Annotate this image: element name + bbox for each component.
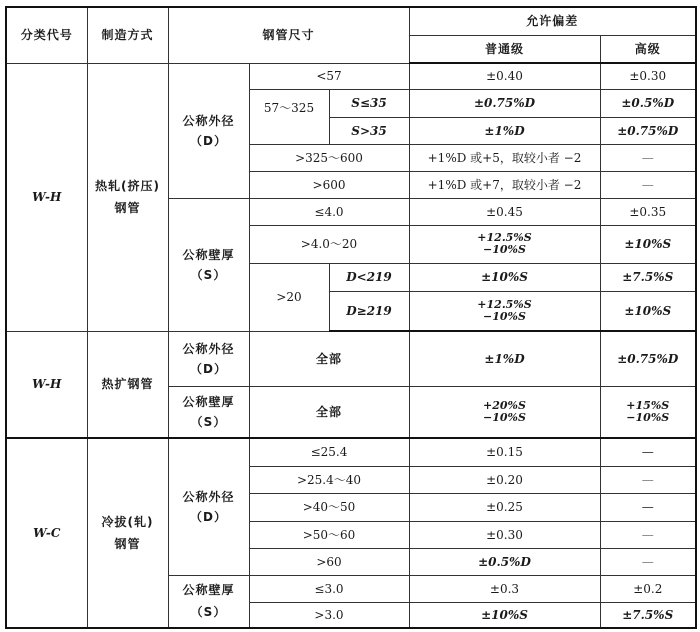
high-cell (600, 291, 696, 331)
high-value: ±10%S (624, 237, 672, 251)
normal-cell (409, 548, 600, 575)
high-value: — (641, 177, 654, 192)
size-value: >60 (316, 554, 342, 569)
high-cell (600, 386, 696, 438)
normal-value: ±0.40 (486, 69, 523, 84)
size-cell (249, 263, 329, 331)
class-code: W-H (32, 190, 62, 204)
group-label-cell (168, 198, 249, 331)
group-label-cell (168, 331, 249, 386)
high-value: ±0.2 (633, 581, 663, 596)
header-high-label: 高级 (634, 41, 661, 56)
high-plus-value: +15%S (626, 398, 670, 412)
normal-cell (409, 198, 600, 225)
high-cell (600, 171, 696, 198)
normal-cell (409, 63, 600, 89)
size-value: >25.4～40 (296, 472, 362, 487)
sub-size-value: S>35 (351, 123, 387, 138)
group-label-line1: 公称外径 (182, 341, 235, 356)
normal-cell (409, 466, 600, 493)
high-value: ±7.5%S (622, 270, 674, 284)
sub-size-cell (329, 263, 409, 291)
high-cell (600, 89, 696, 117)
size-cell (249, 63, 409, 89)
normal-value: ±0.30 (486, 527, 523, 542)
high-value: ±10%S (624, 303, 672, 318)
high-cell (600, 63, 696, 89)
size-cell (249, 575, 409, 602)
header-size-label: 钢管尺寸 (262, 28, 315, 43)
normal-value: ±0.20 (486, 472, 523, 487)
group-label-line1: 公称外径 (182, 489, 235, 504)
group-label-line2: （D） (190, 133, 227, 148)
size-value: >40～50 (302, 500, 356, 514)
normal-cell (409, 117, 600, 144)
normal-cell (409, 225, 600, 263)
size-cell (249, 521, 409, 548)
normal-minus-value: −10%S (483, 410, 526, 424)
table-row (6, 438, 696, 466)
header-method-label: 制造方式 (101, 28, 154, 43)
high-value: ±0.75%D (617, 351, 679, 366)
high-cell (600, 602, 696, 628)
method-line2: 钢管 (114, 201, 141, 215)
normal-cell (409, 438, 600, 466)
sub-size-value: D≥219 (346, 303, 392, 318)
tolerance-table (5, 6, 697, 629)
normal-value: ±0.3 (489, 581, 520, 596)
sub-size-cell (329, 117, 409, 144)
size-value: <57 (316, 69, 342, 83)
normal-value: ±0.25 (486, 500, 523, 514)
normal-plus-value: +12.5%S (477, 297, 532, 311)
high-value: — (641, 500, 654, 514)
high-cell (600, 466, 696, 493)
size-value: ≤4.0 (314, 204, 344, 219)
high-cell (600, 263, 696, 291)
size-cell (249, 198, 409, 225)
header-method (87, 7, 168, 63)
method-line1: 热轧(挤压) (95, 179, 160, 193)
group-label-cell (168, 63, 249, 198)
method-line1: 冷拔(轧) (101, 515, 154, 529)
high-value: ±0.35 (629, 204, 667, 219)
normal-value: +1%D 或+7，取较小者 −2 (427, 177, 582, 192)
normal-cell (409, 575, 600, 602)
high-cell (600, 117, 696, 144)
table-row (6, 63, 696, 89)
group-label-line2: （S） (190, 267, 227, 282)
high-minus-value: −10%S (626, 410, 670, 424)
normal-minus-value: −10%S (483, 309, 526, 323)
normal-value: ±10%S (481, 607, 528, 622)
high-cell (600, 144, 696, 171)
group-label-cell (168, 438, 249, 575)
size-value: >325～600 (295, 150, 363, 165)
high-value: ±7.5%S (622, 607, 674, 622)
size-cell (249, 225, 409, 263)
normal-value: ±0.5%D (478, 554, 531, 569)
class-code: W-H (32, 377, 62, 392)
group-label-cell (168, 386, 249, 438)
size-value: >50～60 (302, 527, 356, 542)
normal-cell (409, 144, 600, 171)
high-value: — (641, 445, 654, 460)
high-cell (600, 198, 696, 225)
size-value: 全部 (315, 351, 342, 366)
size-value: >20 (276, 290, 302, 304)
high-cell (600, 493, 696, 521)
high-cell (600, 225, 696, 263)
group-label-line2: （S） (190, 414, 227, 429)
sub-size-cell (329, 89, 409, 117)
size-cell (249, 171, 409, 198)
sub-size-value: S≤35 (351, 96, 387, 110)
normal-cell (409, 331, 600, 386)
group-label-line1: 公称壁厚 (182, 583, 235, 598)
normal-cell (409, 291, 600, 331)
high-cell (600, 331, 696, 386)
size-value: >600 (312, 177, 346, 192)
normal-cell (409, 171, 600, 198)
header-high (600, 35, 696, 63)
size-cell (249, 144, 409, 171)
size-cell (249, 89, 329, 144)
size-cell (249, 386, 409, 438)
size-cell (249, 438, 409, 466)
normal-cell (409, 263, 600, 291)
group-label-line2: （D） (190, 509, 227, 524)
group-label-cell (168, 575, 249, 628)
normal-plus-value: +12.5%S (477, 231, 532, 244)
group-label-line1: 公称壁厚 (182, 394, 235, 409)
normal-value: ±0.75%D (473, 96, 536, 110)
size-value: 57～325 (263, 100, 315, 115)
header-tolerance-label: 允许偏差 (526, 14, 579, 29)
size-cell (249, 466, 409, 493)
method-line2: 钢管 (114, 537, 141, 551)
normal-plus-value: +20%S (483, 398, 526, 412)
size-value: 全部 (315, 404, 342, 419)
high-value: — (641, 554, 654, 569)
header-size (168, 7, 409, 63)
size-cell (249, 493, 409, 521)
sub-size-value: D<219 (346, 270, 392, 284)
high-value: ±0.30 (629, 69, 667, 84)
size-value: ≤3.0 (314, 581, 344, 596)
method-line1: 热扩钢管 (101, 377, 154, 392)
size-cell (249, 331, 409, 386)
size-cell (249, 548, 409, 575)
class-code-cell (6, 331, 87, 438)
normal-cell (409, 493, 600, 521)
normal-value: ±1%D (484, 123, 525, 138)
normal-cell (409, 602, 600, 628)
normal-value: ±1%D (484, 351, 525, 366)
high-value: ±0.75%D (617, 123, 679, 138)
class-code-cell (6, 438, 87, 628)
size-value: >4.0～20 (300, 237, 358, 251)
header-normal (409, 35, 600, 63)
group-label-line2: （D） (190, 361, 227, 376)
normal-value: ±10%S (481, 270, 528, 284)
sub-size-cell (329, 291, 409, 331)
normal-value: ±0.15 (486, 445, 523, 460)
high-cell (600, 548, 696, 575)
high-value: — (641, 150, 654, 165)
method-cell (87, 331, 168, 438)
header-code-label: 分类代号 (20, 28, 73, 43)
group-label-line1: 公称壁厚 (182, 247, 235, 262)
size-value: ≤25.4 (310, 445, 348, 460)
header-code (6, 7, 87, 63)
high-value: ±0.5%D (621, 96, 675, 110)
normal-cell (409, 521, 600, 548)
normal-cell (409, 89, 600, 117)
high-cell (600, 575, 696, 602)
normal-minus-value: −10%S (483, 243, 526, 256)
high-value: — (641, 472, 654, 487)
group-label-line1: 公称外径 (182, 113, 235, 128)
group-label-line2: （S） (190, 605, 227, 620)
normal-value: +1%D 或+5，取较小者 −2 (427, 150, 582, 165)
size-value: >3.0 (314, 607, 344, 622)
method-cell (87, 63, 168, 331)
class-code-cell (6, 63, 87, 331)
size-cell (249, 602, 409, 628)
normal-value: ±0.45 (486, 204, 523, 219)
class-code: W-C (33, 526, 61, 540)
table-row (6, 331, 696, 386)
header-normal-label: 普通级 (484, 41, 524, 56)
high-cell (600, 521, 696, 548)
high-value: — (641, 527, 654, 542)
header-tolerance (409, 7, 696, 35)
method-cell (87, 438, 168, 628)
normal-cell (409, 386, 600, 438)
high-cell (600, 438, 696, 466)
